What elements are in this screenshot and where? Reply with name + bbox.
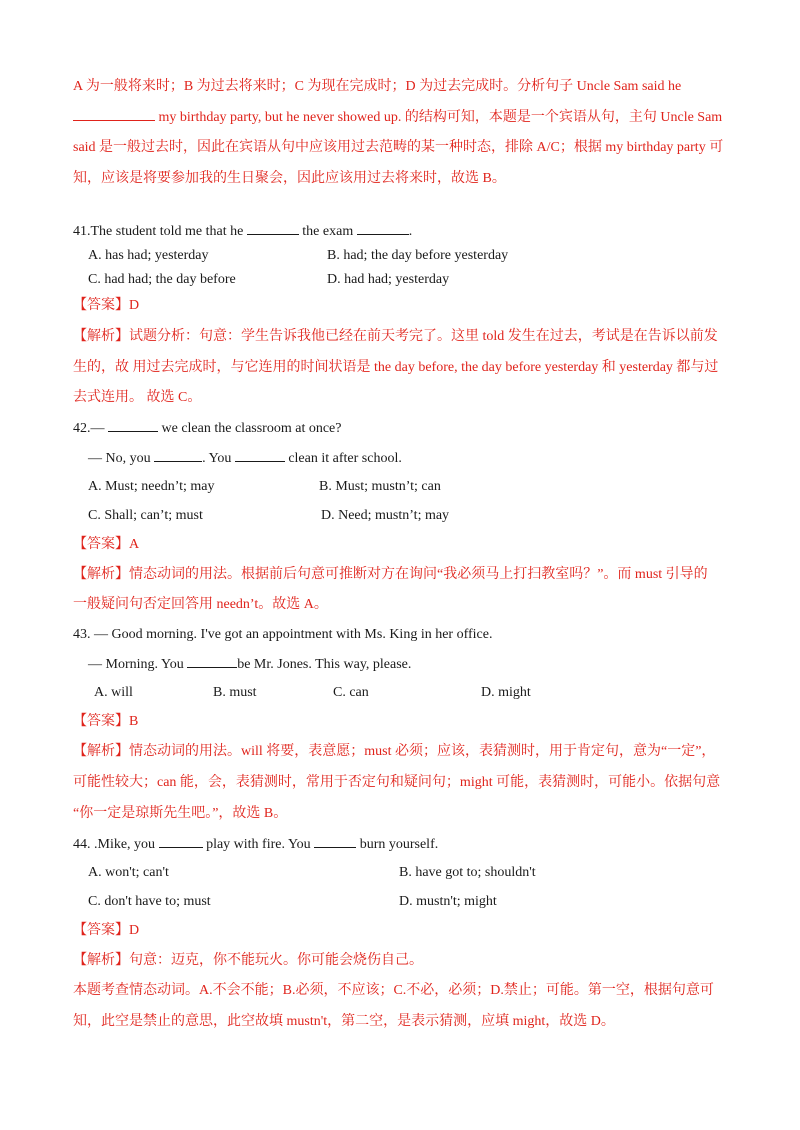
blank [235, 449, 285, 462]
intro-line-1: A 为一般将来时；B 为过去将来时；C 为现在完成时；D 为过去完成时。分析句子 Uncle Sam said he [73, 79, 682, 94]
q43-option-b: B. must [213, 685, 257, 700]
q42-text-3: — No, you [88, 451, 155, 466]
q41-option-d: D. had had; yesterday [327, 272, 450, 287]
q44-option-a: A. won't; can't [88, 865, 169, 880]
blank [73, 108, 155, 121]
blank [187, 655, 237, 668]
q43-answer: 【答案】B [73, 714, 139, 729]
q44-text-3: burn yourself. [356, 837, 439, 852]
q41-explanation-2: 生的，故 用过去完成时，与它连用的时间状语是 the day before, the day before yesterday 和 yesterday 都与过 [73, 360, 719, 375]
q43-explanation-2: 可能性较大；can 能，会，表猜测时，常用于否定句和疑问句；might 可能，表猜测时，可能小。依据句意 [73, 775, 721, 790]
q44-text-1: 44. .Mike, you [73, 837, 159, 852]
blank [108, 419, 158, 432]
q41-option-a: A. has had; yesterday [88, 248, 209, 263]
q44-explanation-3: 知，此空是禁止的意思，此空故填 mustn't，第二空，是表示猜测，应填 might，故选 D。 [73, 1014, 615, 1029]
blank [357, 222, 409, 235]
q42-text-1: 42.— [73, 421, 108, 436]
q44-option-c: C. don't have to; must [88, 894, 211, 909]
q41-text-3: . [408, 224, 413, 239]
q41-explanation-1: 【解析】试题分析：句意：学生告诉我他已经在前天考完了。这里 told 发生在过去，考试是在告诉以前发 [73, 329, 718, 344]
question-42-stem [73, 419, 341, 438]
blank [154, 449, 202, 462]
q43-text-3: be Mr. Jones. This way, please. [237, 657, 412, 672]
q41-option-c: C. had had; the day before [88, 272, 236, 287]
q42-text-4: . You [202, 451, 235, 466]
q41-answer: 【答案】D [73, 298, 140, 313]
question-42-reply [88, 449, 402, 468]
question-43-stem: 43. — Good morning. I've got an appointment with Ms. King in her office. [73, 627, 493, 642]
question-41-stem [73, 222, 412, 241]
q42-text-2: we clean the classroom at once? [158, 421, 342, 436]
intro-line-3: said 是一般过去时，因此在宾语从句中应该用过去范畴的某一种时态，排除 A/C；根据 my birthday party 可 [73, 140, 724, 155]
q44-explanation-1: 【解析】句意：迈克，你不能玩火。你可能会烧伤自己。 [73, 953, 423, 968]
q43-option-d: D. might [481, 685, 531, 700]
q42-option-d: D. Need; mustn’t; may [321, 508, 450, 523]
q44-option-b: B. have got to; shouldn't [399, 865, 536, 880]
q42-explanation-2: 一般疑问句否定回答用 needn’t。故选 A。 [73, 597, 328, 612]
intro-line-4: 知，应该是将要参加我的生日聚会，因此应该用过去将来时，故选 B。 [73, 171, 506, 186]
q42-option-c: C. Shall; can’t; must [88, 508, 203, 523]
blank [159, 835, 203, 848]
q43-explanation-3: “你一定是琼斯先生吧。”，故选 B。 [73, 806, 288, 821]
q41-explanation-3: 去式连用。 故选 C。 [73, 390, 202, 405]
q41-text-2: the exam [298, 224, 357, 239]
q44-answer: 【答案】D [73, 923, 140, 938]
q42-option-b: B. Must; mustn’t; can [319, 479, 441, 494]
q44-option-d: D. mustn't; might [399, 894, 497, 909]
q43-text-2: — Morning. You [88, 657, 188, 672]
q42-answer: 【答案】A [73, 537, 140, 552]
q43-explanation-1: 【解析】情态动词的用法。will 将要，表意愿；must 必须；应该，表猜测时，用于肯定句，意为“一定”， [73, 744, 716, 759]
q42-text-5: clean it after school. [284, 451, 402, 466]
question-43-reply [88, 655, 411, 674]
q43-option-a: A. will [94, 685, 133, 700]
q44-explanation-2: 本题考查情态动词。A.不会不能；B.必须，不应该；C.不必，必须；D.禁止；可能。第一空，根据句意可 [73, 983, 714, 998]
q41-text-1: 41.The student told me that he [73, 224, 247, 239]
q43-option-c: C. can [333, 685, 369, 700]
q41-option-b: B. had; the day before yesterday [327, 248, 509, 263]
intro-line-2 [73, 108, 722, 127]
question-44-stem [73, 835, 438, 854]
blank [247, 222, 299, 235]
q42-option-a: A. Must; needn’t; may [88, 479, 215, 494]
blank [314, 835, 356, 848]
intro-line-2-text: my birthday party, but he never showed up. 的结构可知，本题是一个宾语从句，主句 Uncle Sam [155, 110, 723, 125]
q44-text-2: play with fire. You [202, 837, 315, 852]
q42-explanation-1: 【解析】情态动词的用法。根据前后句意可推断对方在询问“我必须马上打扫教室吗？”。而 must 引导的 [73, 567, 708, 582]
